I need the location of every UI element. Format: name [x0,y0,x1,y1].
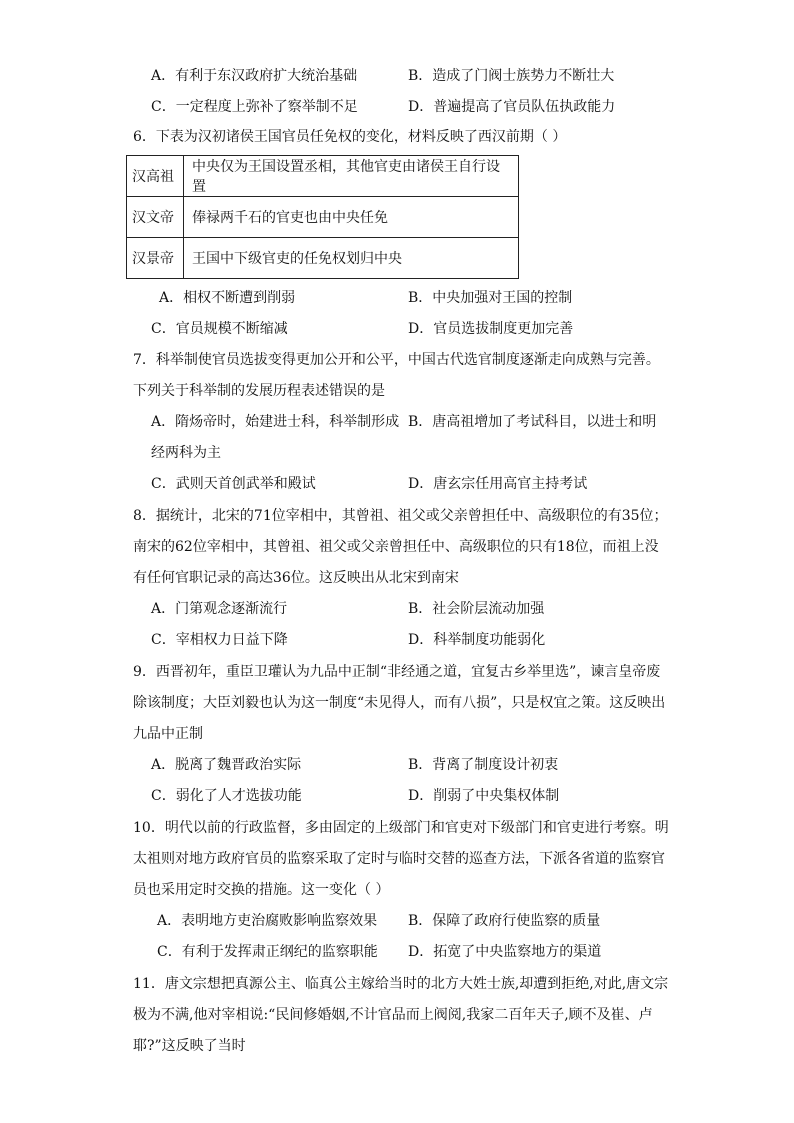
q5-option-a: A．有利于东汉政府扩大统治基础 [151,68,358,84]
table-cell-emperor: 汉高祖 [127,156,184,197]
q10-option-b: B．保障了政府行使监察的质量 [408,913,601,929]
q5-option-c: C．一定程度上弥补了察举制不足 [151,99,358,115]
q6-option-c: C．官员规模不断缩减 [151,321,288,337]
q6-table [126,155,519,279]
q8-stem-line2: 南宋的62位宰相中，其曾祖、祖父或父亲曾担任中、高级职位的只有18位，而祖上没 [133,539,659,555]
table-cell-emperor: 汉文帝 [127,197,184,238]
q6-option-d: D．官员选拔制度更加完善 [408,321,574,337]
q7-stem-line1: 7．科举制使官员选拔变得更加公开和公平，中国古代选官制度逐渐走向成熟与完善。 [133,352,660,368]
table-cell-policy: 王国中下级官吏的任免权划归中央 [184,238,519,279]
table-cell-emperor: 汉景帝 [127,238,184,279]
q11-stem-line1: 11．唐文宗想把真源公主、临真公主嫁给当时的北方大姓士族,却遭到拒绝,对此,唐文宗 [133,976,669,992]
q9-stem-line1: 9．西晋初年，重臣卫瓘认为九品中正制“非经通之道，宜复古乡举里选”，谏言皇帝废 [133,664,661,680]
q10-stem-line2: 太祖则对地方政府官员的监察采取了定时与临时交替的巡查方法，下派各省道的监察官 [133,851,665,867]
q6-option-a: A．相权不断遭到削弱 [159,290,296,306]
q10-option-c: C．有利于发挥肃正纲纪的监察职能 [157,944,378,960]
table-row [127,197,519,238]
q7-option-c: C．武则天首创武举和殿试 [151,476,316,492]
q7-stem-line2: 下列关于科举制的发展历程表述错误的是 [133,383,385,399]
q5-option-b: B．造成了门阀士族势力不断壮大 [408,68,615,84]
q6-option-b: B．中央加强对王国的控制 [408,290,573,306]
q10-stem-line1: 10．明代以前的行政监督，多由固定的上级部门和官吏对下级部门和官吏进行考察。明 [133,820,669,836]
q7-option-b: B．唐高祖增加了考试科目，以进士和明 [408,414,657,430]
q11-stem-line2: 极为不满,他对宰相说:“民间修婚姻,不计官品而上阀阅,我家二百年天子,顾不及崔、卢 [133,1007,653,1023]
q10-option-a: A．表明地方吏治腐败影响监察效果 [157,913,378,929]
q9-option-c: C．弱化了人才选拔功能 [151,788,302,804]
q9-stem-line3: 九品中正制 [133,726,203,742]
q8-option-a: A．门第观念逐渐流行 [151,601,288,617]
q8-stem-line1: 8．据统计，北宋的71位宰相中，其曾祖、祖父或父亲曾担任中、高级职位的有35位； [133,508,668,524]
table-cell-policy: 中央仅为王国设置丞相，其他官吏由诸侯王自行设置 [184,156,519,197]
q6-stem: 6．下表为汉初诸侯王国官员任免权的变化，材料反映了西汉前期（ ） [133,129,567,145]
q11-stem-line3: 耶?”这反映了当时 [133,1038,246,1054]
q5-option-d: D．普遍提高了官员队伍执政能力 [408,99,616,115]
q9-option-a: A．脱离了魏晋政治实际 [151,757,302,773]
q8-option-b: B．社会阶层流动加强 [408,601,545,617]
q9-stem-line2: 除该制度；大臣刘毅也认为这一制度“未见得人，而有八损”，只是权宜之策。这反映出 [133,695,666,711]
table-row [127,156,519,197]
q8-option-d: D．科举制度功能弱化 [408,632,546,648]
table-row [127,238,519,279]
table-cell-policy: 俸禄两千石的官吏也由中央任免 [184,197,519,238]
q10-stem-line3: 员也采用定时交换的措施。这一变化（ ） [133,882,390,898]
q8-stem-line3: 有任何官职记录的高达36位。这反映出从北宋到南宋 [133,570,459,586]
q10-option-d: D．拓宽了中央监察地方的渠道 [408,944,602,960]
q7-option-b-cont: 经两科为主 [151,445,221,461]
q7-option-d: D．唐玄宗任用高官主持考试 [408,476,588,492]
q7-option-a: A．隋炀帝时，始建进士科，科举制形成 [151,414,400,430]
q8-option-c: C．宰相权力日益下降 [151,632,288,648]
q9-option-d: D．削弱了中央集权体制 [408,788,560,804]
q9-option-b: B．背离了制度设计初衷 [408,757,559,773]
